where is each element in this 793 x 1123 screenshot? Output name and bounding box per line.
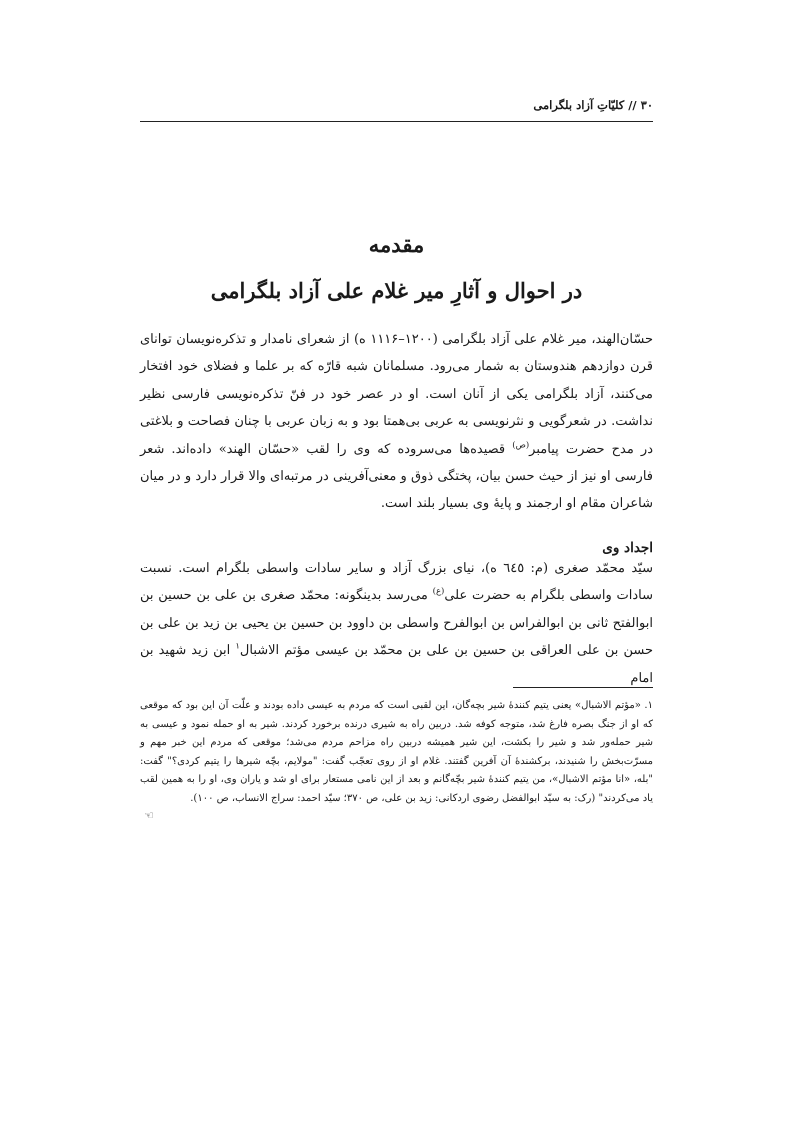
honorific-superscript: (ص) xyxy=(512,440,530,451)
ancestry-paragraph xyxy=(140,555,653,692)
honorific-superscript: (ع) xyxy=(432,587,445,598)
ancestry-text-part2: می‌رسد بدینگونه: محمّد صغری بن علی بن حسین بن ابوالفتح ثانی بن ابوالفراس بن ابوالفرح واسطی بن داوود بن حسین بن یحیی بن زید بن علی بن حسن بن علی العراقی بن حسین بن علی بن محمّد بن عیسی مؤتم الاشبال xyxy=(140,588,653,659)
intro-paragraph xyxy=(140,326,653,518)
section-heading: اجداد وی xyxy=(602,540,653,556)
footnote-rule xyxy=(513,687,653,688)
intro-text-part2: قصیده‌ها می‌سروده که وی را لقب «حسّان الهند» داده‌اند. شعر فارسی او نیز از حیث حسن بیان، پختگی ذوق و معنی‌آفرینی در مرتبه‌ای والا قرار دارد و در میان شاعران مقام او ارجمند و پایهٔ وی بسیار بلند است. xyxy=(140,441,653,512)
footnote-reference[interactable]: ١ xyxy=(235,641,240,652)
running-head: ٣٠ // كلیّاتِ آزاد بلگرامی xyxy=(533,98,653,112)
ancestry-text-part3: ابن زید شهید بن امام xyxy=(140,643,653,686)
chapter-subtitle: در احوال و آثارِ میر غلام علی آزاد بلگرامی xyxy=(210,278,583,303)
header-rule xyxy=(140,121,653,122)
chapter-title: مقدمه xyxy=(368,232,425,257)
ancestry-text-part1: سیّد محمّد صغری (م: ٦٤٥ ه)، نیای بزرگ آزاد و سایر سادات واسطی بلگرام است. نسبت سادات واسطی بلگرام به حضرت علی xyxy=(140,561,653,604)
footnote: ١. «مؤتم الاشبال» یعنی یتیم کنندهٔ شیر بچه‌گان، این لقبی است که مردم به عیسی داده بودند و علّت آن این بود که موقعی که او از جنگ بصره فارغ شد، متوجه کوفه شد. دربین راه به شیری درنده برخورد کردند. شیر به او حمله نمود و عیسی به شیر حمله‌ور شد و شیر را بکشت، این شیر همیشه دربین راه مزاحم مردم می‌شد؛ موقعی که مردم این خبر مهم و مسرّت‌بخش را شنیدند، برکشندهٔ آن آفرین گفتند. غلام او از روی تعجّب گفت: "مولایم، بچّه شیرها را یتیم کردی؟" گفت: "بله، «انا مؤتم الاشبال»، من یتیم کنندهٔ شیر بچّه‌گانم و بعد از این نامی مستعار برای او شد و یاران وی، او را به همین لقب یاد می‌کردند" (رک: به سیّد ابوالفضل رضوی اردکانی: زید بن علی، ص ٣٧٠؛ سیّد احمد: سراج الانساب، ص ١٠٠). xyxy=(140,700,653,804)
continuation-hand-icon: ☜ xyxy=(144,809,154,822)
intro-text-part1: حسّان‌الهند، میر غلام علی آزاد بلگرامی (۱۲۰۰–۱۱۱۶ ه) از شعرای نامدار و تذکره‌نویسان توانای قرن دوازدهم هندوستان به شمار می‌رود. مسلمانان شبه قارّه که بر علما و فضلای خود افتخار می‌کنند، آزاد بلگرامی یکی از آنان است. او در عصر خود در فنّ تذکره‌نویسی فارسی نظیر نداشت. در شعرگویی و نثرنویسی به عربی بی‌همتا بود و به زبان عربی با چنان فصاحت و بلاغتی در مدح حضرت پیامبر xyxy=(140,332,653,457)
